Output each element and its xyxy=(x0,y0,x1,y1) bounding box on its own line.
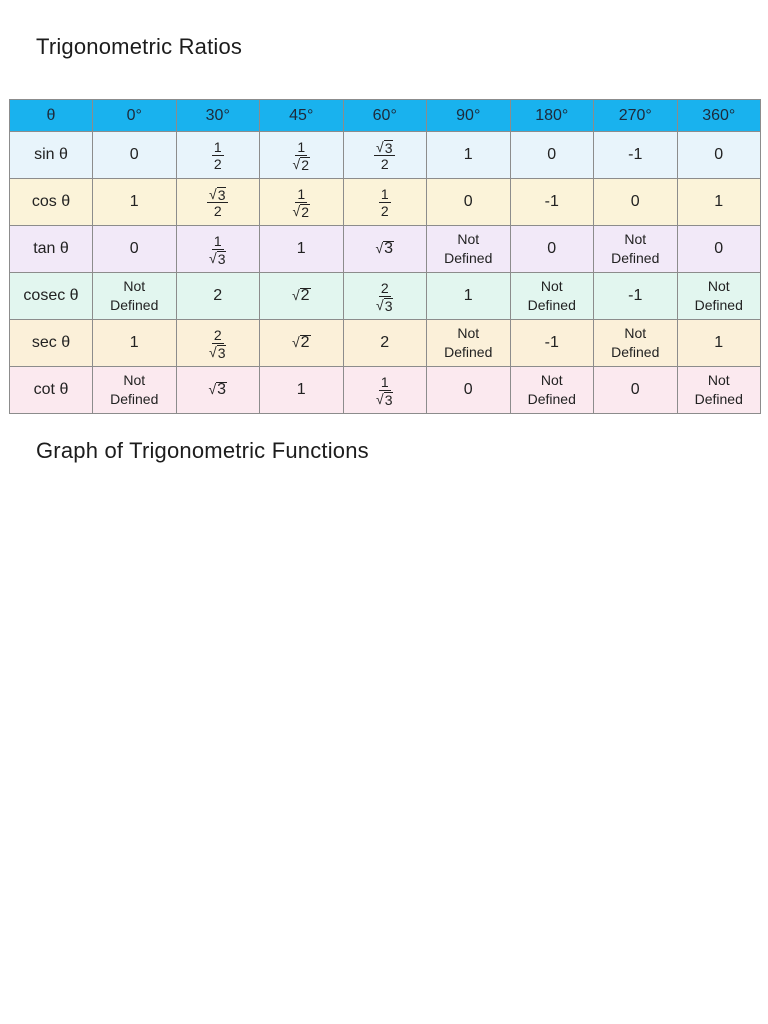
not-defined xyxy=(528,371,576,409)
numerator-radicand: 3 xyxy=(217,186,226,203)
header-angle: θ xyxy=(10,100,93,132)
header-45-deg: 45° xyxy=(260,100,344,132)
table-cell xyxy=(176,320,260,367)
denominator-radicand: 2 xyxy=(301,203,309,220)
numerator-radicand: 3 xyxy=(384,139,393,156)
fraction xyxy=(379,186,391,219)
table-cell: 0 xyxy=(677,226,761,273)
not-defined-line2: Defined xyxy=(611,250,660,266)
sqrt-symbol: √ xyxy=(209,343,217,360)
sqrt-symbol: √ xyxy=(209,249,217,266)
table-cell: 0 xyxy=(510,226,594,273)
not-defined-line1: Not xyxy=(123,278,146,294)
value-radicand: 3 xyxy=(384,240,394,257)
page-title: Trigonometric Ratios xyxy=(36,34,243,59)
not-defined-line2: Defined xyxy=(611,344,660,360)
fraction xyxy=(207,233,228,266)
fraction xyxy=(207,327,228,360)
table-cell xyxy=(343,367,427,414)
table-cell xyxy=(510,367,594,414)
fraction xyxy=(374,374,395,407)
section-title: Graph of Trigonometric Functions xyxy=(36,438,369,463)
not-defined xyxy=(611,324,659,362)
value-radical xyxy=(375,240,394,256)
fraction xyxy=(291,186,312,219)
row-label-tan: tan θ xyxy=(10,226,93,273)
denominator xyxy=(291,203,312,219)
table-cell xyxy=(427,226,511,273)
not-defined-line2: Defined xyxy=(110,391,159,407)
denominator: 2 xyxy=(213,202,222,219)
table-cell xyxy=(510,273,594,320)
not-defined-line2: Defined xyxy=(110,297,159,313)
value-radical xyxy=(292,334,311,350)
numerator: 1 xyxy=(213,138,222,155)
not-defined-line1: Not xyxy=(624,231,647,247)
row-label-sec: sec θ xyxy=(10,320,93,367)
table-cell: 1 xyxy=(427,273,511,320)
table-cell: 0 xyxy=(93,132,177,179)
denominator xyxy=(374,391,395,407)
not-defined xyxy=(611,230,659,268)
header-90-deg: 90° xyxy=(427,100,511,132)
table-cell xyxy=(343,132,427,179)
sqrt-symbol: √ xyxy=(292,202,301,219)
not-defined-line1: Not xyxy=(540,372,563,388)
fraction xyxy=(291,139,312,172)
numerator: 1 xyxy=(380,373,389,390)
table-cell xyxy=(176,132,260,179)
fraction xyxy=(374,280,395,313)
sqrt-symbol: √ xyxy=(291,287,300,303)
fraction xyxy=(374,139,395,172)
not-defined-line2: Defined xyxy=(694,391,743,407)
denominator xyxy=(207,250,228,266)
table-cell xyxy=(176,226,260,273)
denominator: 2 xyxy=(380,202,389,219)
not-defined-line1: Not xyxy=(707,278,730,294)
table-cell: -1 xyxy=(510,320,594,367)
not-defined xyxy=(528,277,576,315)
table-cell xyxy=(343,273,427,320)
table-cell: 2 xyxy=(343,320,427,367)
header-30-deg: 30° xyxy=(176,100,260,132)
not-defined-line1: Not xyxy=(624,325,647,341)
table-cell xyxy=(176,179,260,226)
table-cell xyxy=(594,320,678,367)
denominator-radicand: 3 xyxy=(217,250,226,267)
table-cell xyxy=(343,179,427,226)
not-defined xyxy=(444,230,492,268)
table-cell xyxy=(343,226,427,273)
table-body xyxy=(10,132,761,414)
header-60-deg: 60° xyxy=(343,100,427,132)
not-defined-line1: Not xyxy=(707,372,730,388)
table-cell xyxy=(427,320,511,367)
not-defined-line2: Defined xyxy=(527,297,576,313)
table-cell: -1 xyxy=(594,273,678,320)
table-row-sin xyxy=(10,132,761,179)
table-cell: 1 xyxy=(427,132,511,179)
row-label-cos: cos θ xyxy=(10,179,93,226)
sqrt-symbol: √ xyxy=(292,155,301,172)
table-cell: 0 xyxy=(427,179,511,226)
not-defined-line2: Defined xyxy=(444,250,493,266)
value-radicand: 2 xyxy=(300,287,310,304)
table-cell xyxy=(260,320,344,367)
numerator: 1 xyxy=(297,138,306,155)
table-cell: 1 xyxy=(260,226,344,273)
table-cell xyxy=(93,367,177,414)
table-cell: 0 xyxy=(427,367,511,414)
denominator xyxy=(207,344,228,360)
denominator xyxy=(374,297,395,313)
numerator xyxy=(374,139,395,156)
row-label-cosec: cosec θ xyxy=(10,273,93,320)
numerator-radical xyxy=(209,186,226,202)
table-cell: 1 xyxy=(93,320,177,367)
table-cell: 1 xyxy=(260,367,344,414)
table-cell xyxy=(260,179,344,226)
not-defined-line1: Not xyxy=(457,231,480,247)
denominator-radical xyxy=(376,391,393,407)
denominator: 2 xyxy=(213,155,222,172)
table-row-tan xyxy=(10,226,761,273)
value-radicand: 2 xyxy=(300,334,310,351)
not-defined xyxy=(695,371,743,409)
table-cell: 0 xyxy=(510,132,594,179)
value-radical xyxy=(208,381,227,397)
table-cell: 0 xyxy=(594,367,678,414)
numerator: 1 xyxy=(213,232,222,249)
denominator-radicand: 2 xyxy=(301,156,309,173)
table-cell xyxy=(176,367,260,414)
value-radicand: 3 xyxy=(217,381,227,398)
numerator: 2 xyxy=(380,279,389,296)
denominator-radicand: 3 xyxy=(384,297,393,314)
table-cell xyxy=(260,132,344,179)
table-cell: 1 xyxy=(677,179,761,226)
not-defined-line2: Defined xyxy=(694,297,743,313)
not-defined xyxy=(110,277,158,315)
sqrt-symbol: √ xyxy=(376,138,384,155)
sqrt-symbol: √ xyxy=(375,240,384,256)
header-360-deg: 360° xyxy=(677,100,761,132)
fraction xyxy=(212,139,224,172)
table-row-sec xyxy=(10,320,761,367)
sqrt-symbol: √ xyxy=(208,381,217,397)
sqrt-symbol: √ xyxy=(291,334,300,350)
not-defined xyxy=(444,324,492,362)
table-row-cos xyxy=(10,179,761,226)
not-defined xyxy=(110,371,158,409)
table-cell xyxy=(594,226,678,273)
table-cell xyxy=(677,367,761,414)
denominator-radicand: 3 xyxy=(384,391,393,408)
table-cell xyxy=(677,273,761,320)
table-cell: 1 xyxy=(677,320,761,367)
table-row-cosec xyxy=(10,273,761,320)
table-header-row xyxy=(10,100,761,132)
table-cell xyxy=(93,273,177,320)
sqrt-symbol: √ xyxy=(376,296,384,313)
denominator-radical xyxy=(209,344,226,360)
row-label-cot: cot θ xyxy=(10,367,93,414)
not-defined-line2: Defined xyxy=(527,391,576,407)
table-cell: 0 xyxy=(594,179,678,226)
denominator-radicand: 3 xyxy=(217,344,226,361)
not-defined-line1: Not xyxy=(457,325,480,341)
not-defined-line1: Not xyxy=(123,372,146,388)
table-cell: 0 xyxy=(93,226,177,273)
value-radical xyxy=(292,287,311,303)
header-0-deg: 0° xyxy=(93,100,177,132)
row-label-sin: sin θ xyxy=(10,132,93,179)
not-defined xyxy=(695,277,743,315)
sqrt-symbol: √ xyxy=(376,390,384,407)
denominator xyxy=(291,156,312,172)
fraction xyxy=(207,186,228,219)
table-cell: 0 xyxy=(677,132,761,179)
not-defined-line1: Not xyxy=(540,278,563,294)
table-row-cot xyxy=(10,367,761,414)
table-cell: 1 xyxy=(93,179,177,226)
denominator-radical xyxy=(376,297,393,313)
denominator: 2 xyxy=(380,155,389,172)
numerator: 2 xyxy=(213,326,222,343)
numerator-radical xyxy=(376,139,393,155)
numerator: 1 xyxy=(297,185,306,202)
denominator-radical xyxy=(293,156,310,172)
table-cell xyxy=(260,273,344,320)
header-270-deg: 270° xyxy=(594,100,678,132)
denominator-radical xyxy=(209,250,226,266)
table-cell: 2 xyxy=(176,273,260,320)
denominator-radical xyxy=(293,203,310,219)
sqrt-symbol: √ xyxy=(209,185,217,202)
table-cell: -1 xyxy=(594,132,678,179)
numerator xyxy=(207,186,228,203)
not-defined-line2: Defined xyxy=(444,344,493,360)
header-180-deg: 180° xyxy=(510,100,594,132)
trig-ratios-table xyxy=(9,99,761,414)
table-cell: -1 xyxy=(510,179,594,226)
numerator: 1 xyxy=(380,185,389,202)
